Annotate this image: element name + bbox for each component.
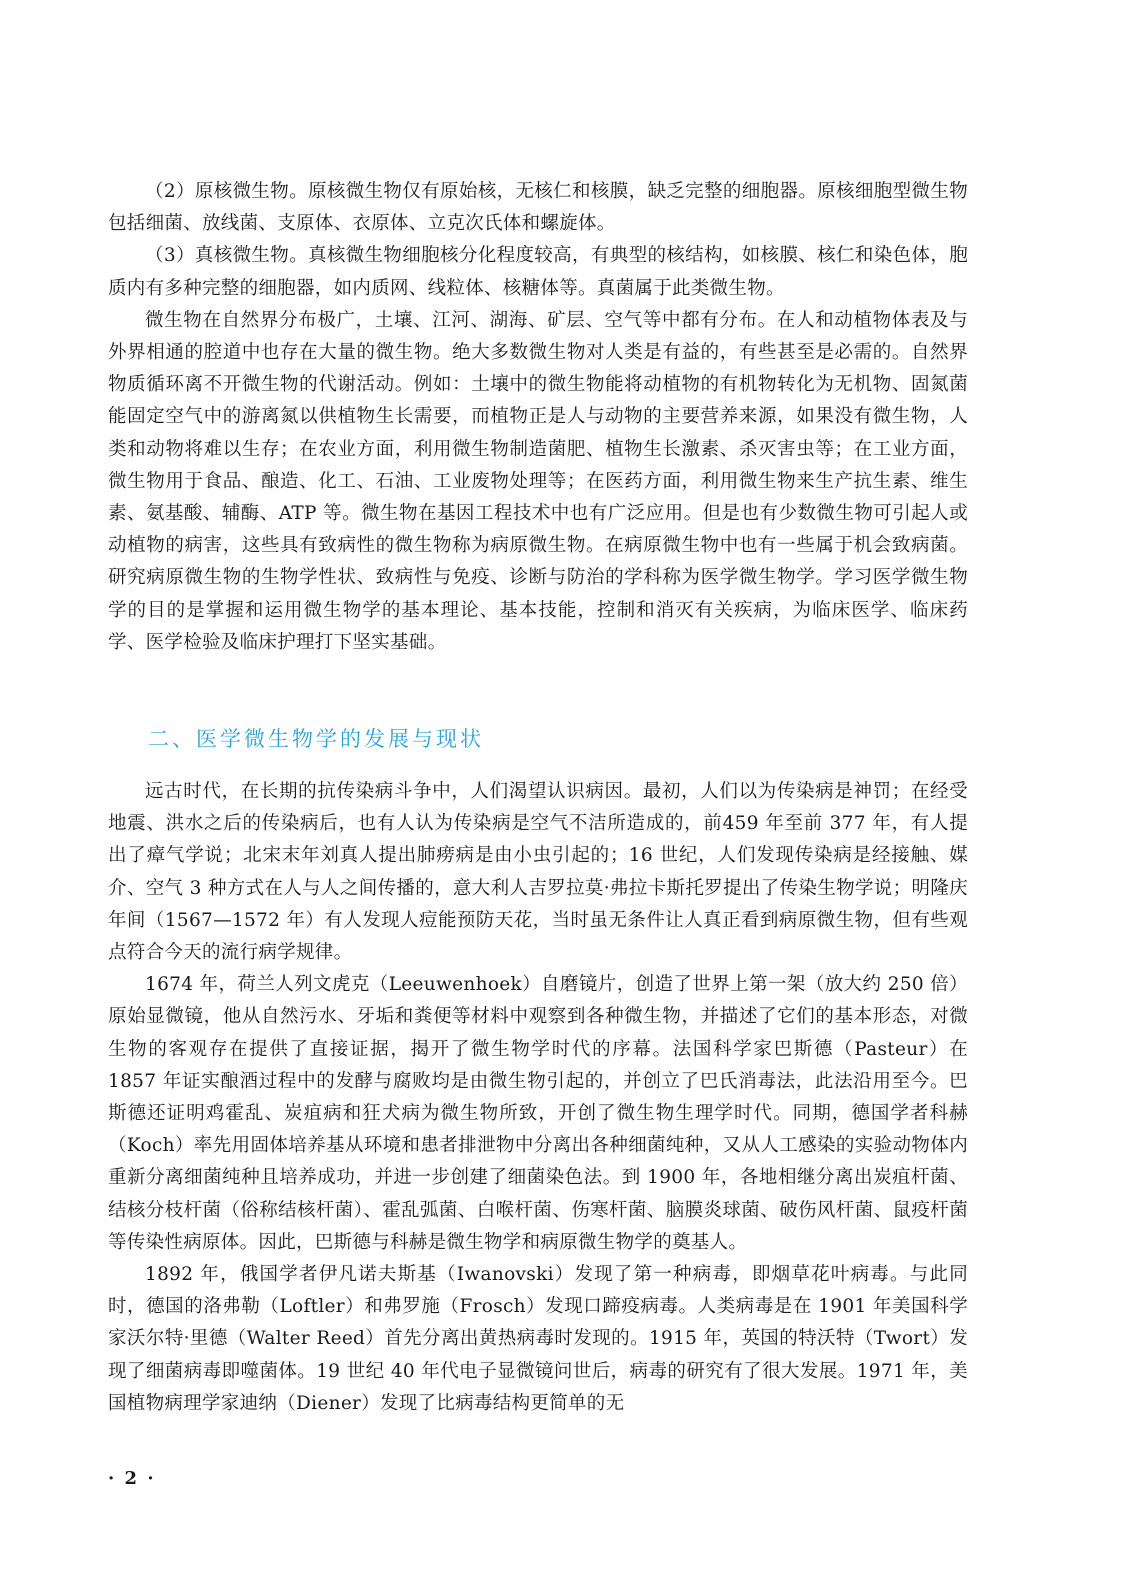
- paragraph-leeuwenhoek: 1674 年，荷兰人列文虎克（Leeuwenhoek）自磨镜片，创造了世界上第一架（放大约 250 倍）原始显微镜，他从自然污水、牙垢和粪便等材料中观察到各种微生物，并描述了它们的基本形态，对微生物的客观存在提供了直接证据，揭开了微生物学时代的序幕。法国科学家巴斯德（Pasteur）在 1857 年证实酿酒过程中的发酵与腐败均是由微生物引起的，并创立了巴氏消毒法，此法沿用至今。巴斯德还证明鸡霍乱、炭疽病和狂犬病为微生物所致，开创了微生物生理学时代。同期，德国学者科赫（Koch）率先用固体培养基从环境和患者排泄物中分离出各种细菌纯种，又从人工感染的实验动物体内重新分离细菌纯种且培养成功，并进一步创建了细菌染色法。到 1900 年，各地相继分离出炭疽杆菌、结核分枝杆菌（俗称结核杆菌）、霍乱弧菌、白喉杆菌、伤寒杆菌、脑膜炎球菌、破伤风杆菌、鼠疫杆菌等传染性病原体。因此，巴斯德与科赫是微生物学和病原微生物学的奠基人。: [108, 974, 968, 1253]
- paragraph-distribution: 微生物在自然界分布极广，土壤、江河、湖海、矿层、空气等中都有分布。在人和动植物体表及与外界相通的腔道中也存在大量的微生物。绝大多数微生物对人类是有益的，有些甚至是必需的。自然界物质循环离不开微生物的代谢活动。例如：土壤中的微生物能将动植物的有机物转化为无机物、固氮菌能固定空气中的游离氮以供植物生长需要，而植物正是人与动物的主要营养来源，如果没有微生物，人类和动物将难以生存；在农业方面，利用微生物制造菌肥、植物生长激素、杀灭害虫等；在工业方面，微生物用于食品、酿造、化工、石油、工业废物处理等；在医药方面，利用微生物来生产抗生素、维生素、氨基酸、辅酶、ATP 等。微生物在基因工程技术中也有广泛应用。但是也有少数微生物可引起人或动植物的病害，这些具有致病性的微生物称为病原微生物。在病原微生物中也有一些属于机会致病菌。研究病原微生物的生物学性状、致病性与免疫、诊断与防治的学科称为医学微生物学。学习医学微生物学的目的是掌握和运用微生物学的基本理论、基本技能，控制和消灭有关疾病，为临床医学、临床药学、医学检验及临床护理打下坚实基础。: [108, 309, 968, 653]
- paragraph-virus-discovery: 1892 年，俄国学者伊凡诺夫斯基（Iwanovski）发现了第一种病毒，即烟草花叶病毒。与此同时，德国的洛弗勒（Loftler）和弗罗施（Frosch）发现口蹄疫病毒。人类病毒是在 1901 年美国科学家沃尔特·里德（Walter Reed）首先分离出黄热病毒时发现的。1915 年，英国的特沃特（Twort）发现了细菌病毒即噬菌体。19 世纪 40 年代电子显微镜问世后，病毒的研究有了很大发展。1971 年，美国植物病理学家迪纳（Diener）发现了比病毒结构更简单的无: [108, 1264, 968, 1414]
- section-1-body: [108, 176, 968, 659]
- paragraph-prokaryotes: （2）原核微生物。原核微生物仅有原始核，无核仁和核膜，缺乏完整的细胞器。原核细胞型微生物包括细菌、放线菌、支原体、衣原体、立克次氏体和螺旋体。: [108, 181, 968, 235]
- section-2-body: [108, 776, 968, 1420]
- paragraph-eukaryotes: （3）真核微生物。真核微生物细胞核分化程度较高，有典型的核结构，如核膜、核仁和染色体，胞质内有多种完整的细胞器，如内质网、线粒体、核糖体等。真菌属于此类微生物。: [108, 245, 968, 299]
- section-heading: 二、医学微生物学的发展与现状: [148, 727, 484, 751]
- paragraph-ancient-times: 远古时代，在长期的抗传染病斗争中，人们渴望认识病因。最初，人们以为传染病是神罚；在经受地震、洪水之后的传染病后，也有人认为传染病是空气不洁所造成的，前459 年至前 377 年，有人提出了瘴气学说；北宋末年刘真人提出肺痨病是由小虫引起的；16 世纪，人们发现传染病是经接触、媒介、空气 3 种方式在人与人之间传播的，意大利人吉罗拉莫·弗拉卡斯托罗提出了传染生物学说；明隆庆年间（1567—1572 年）有人发现人痘能预防天花，当时虽无条件让人真正看到病原微生物，但有些观点符合今天的流行病学规律。: [108, 781, 968, 964]
- page-number: · 2 ·: [108, 1468, 156, 1489]
